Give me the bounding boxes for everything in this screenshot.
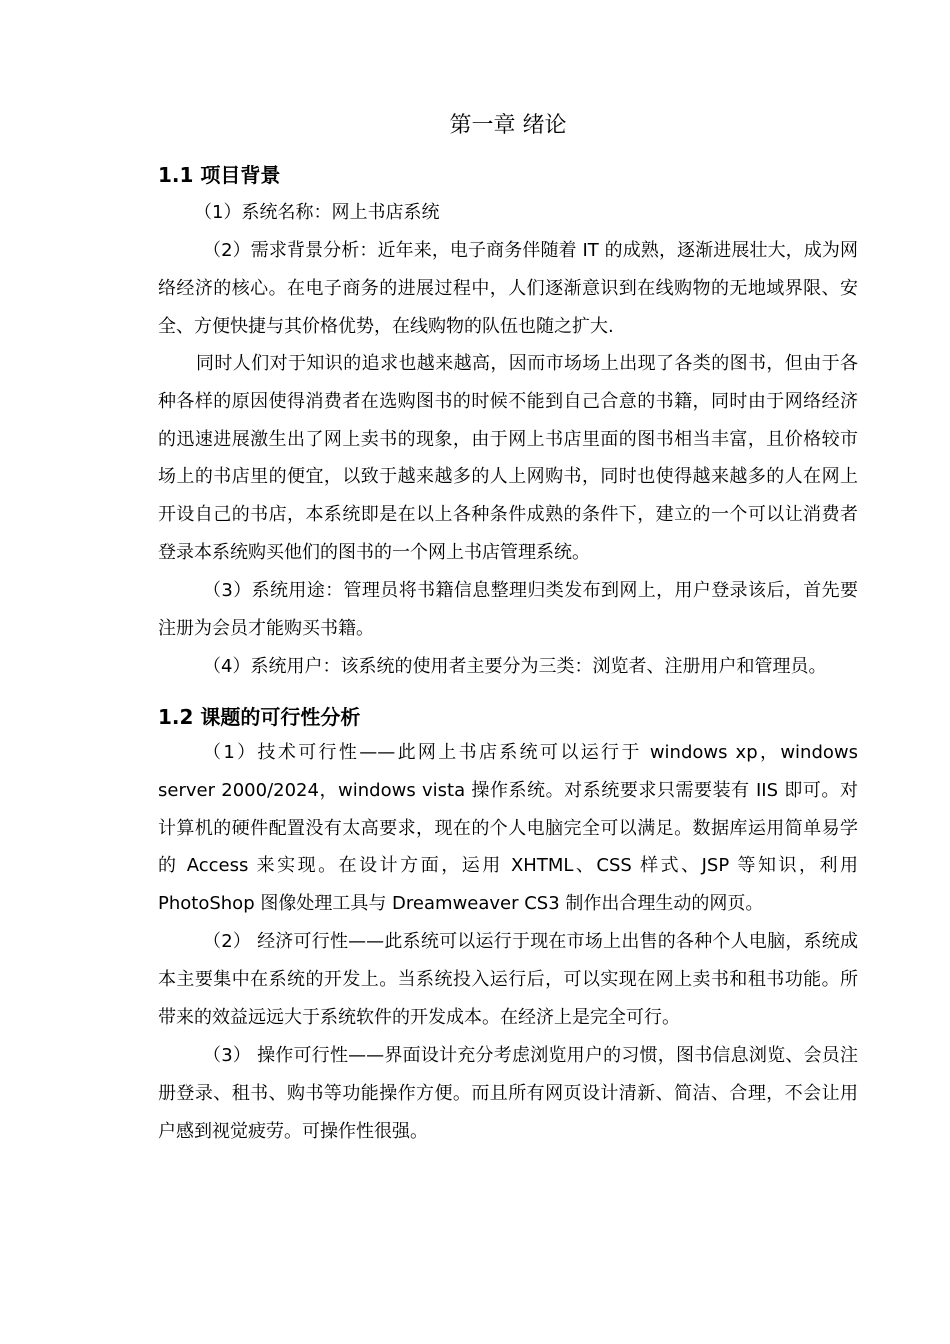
paragraph-requirements-background: （2）需求背景分析：近年来，电子商务伴随着 IT 的成熟，逐渐进展壮大，成为网络经济的核心。在电子商务的进展过程中，人们逐渐意识到在线购物的无地域界限、安全、方便快捷与其价格优势，在线购物的队伍也随之扩大. — [158, 240, 858, 337]
paragraph-knowledge-demand: 同时人们对于知识的追求也越来越高，因而市场场上出现了各类的图书，但由于各种各样的原因使得消费者在选购图书的时候不能到自己合意的书籍，同时由于网络经济的迅速进展激生出了网上卖书的现象，由于网上书店里面的图书相当丰富，且价格较市场上的书店里的便宜，以致于越来越多的人上网购书，同时也使得越来越多的人在网上开设自己的书店，本系统即是在以上各种条件成熟的条件下，建立的一个可以让消费者登录本系统购买他们的图书的一个网上书店管理系统。 — [158, 353, 858, 563]
paragraph-system-purpose: （3）系统用途：管理员将书籍信息整理归类发布到网上，用户登录该后，首先要注册为会员才能购买书籍。 — [158, 580, 858, 639]
paragraph-system-name: （1）系统名称：网上书店系统 — [194, 202, 440, 223]
paragraph-operational-feasibility: （3） 操作可行性——界面设计充分考虑浏览用户的习惯，图书信息浏览、会员注册登录、租书、购书等功能操作方便。而且所有网页设计清新、简洁、合理，不会让用户感到视觉疲劳。可操作性很强。 — [158, 1045, 858, 1142]
paragraph-technical-feasibility: （1）技术可行性——此网上书店系统可以运行于 windows xp，windows server 2000/2024，windows vista 操作系统。对系统要求只需要装有 IIS 即可。对计算机的硬件配置没有太高要求，现在的个人电脑完全可以满足。数据库运用简单易学的 Access 来实现。在设计方面，运用 XHTML、CSS 样式、JSP 等知识，利用 PhotoShop 图像处理工具与 Dreamweaver CS3 制作出合理生动的网页。 — [158, 742, 858, 915]
section-heading-feasibility-analysis: 1.2 课题的可行性分析 — [158, 705, 361, 729]
paragraph-economic-feasibility: （2） 经济可行性——此系统可以运行于现在市场上出售的各种个人电脑，系统成本主要集中在系统的开发上。当系统投入运行后，可以实现在网上卖书和租书功能。所带来的效益远远大于系统软件的开发成本。在经济上是完全可行。 — [158, 931, 858, 1028]
paragraph-system-users: （4）系统用户：该系统的使用者主要分为三类：浏览者、注册用户和管理员。 — [203, 656, 827, 677]
section-heading-project-background: 1.1 项目背景 — [158, 163, 281, 187]
chapter-title: 第一章 绪论 — [449, 113, 567, 138]
